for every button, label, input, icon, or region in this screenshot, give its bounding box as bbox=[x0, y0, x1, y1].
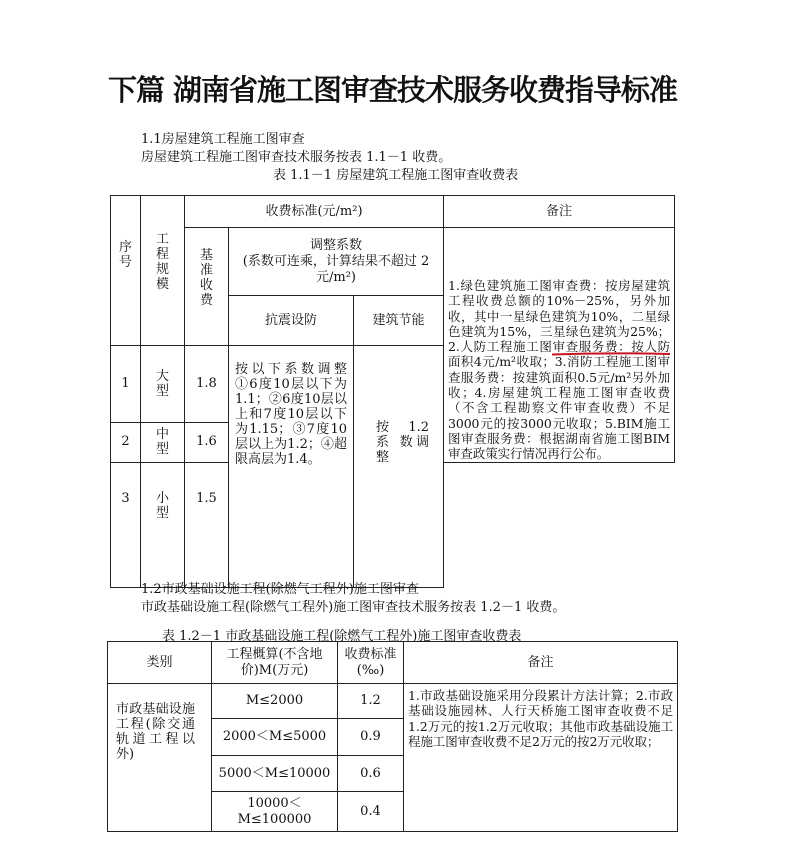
row-3-index: 3 bbox=[111, 462, 141, 587]
category-cell: 市政基础设施工程(除交通轨道工程以外) bbox=[108, 684, 212, 832]
row-1-index: 1 bbox=[111, 346, 141, 423]
section-2-intro: 市政基础设施工程(除燃气工程外)施工图审查技术服务按表 1.2－1 收费。 bbox=[141, 600, 566, 615]
header-energy: 建筑节能 bbox=[354, 296, 444, 346]
row-2-scale: 中型 bbox=[141, 422, 185, 462]
header-fee-standard: 收费标准(元/m²) bbox=[185, 196, 444, 228]
row-1-scale: 大型 bbox=[141, 346, 185, 423]
row-2-base: 1.6 bbox=[185, 422, 229, 462]
table-2-caption: 表 1.2－1 市政基础设施工程(除燃气工程外)施工图审查收费表 bbox=[162, 629, 522, 644]
range-row-1: M≤2000 bbox=[212, 684, 338, 719]
header-adjust bbox=[229, 228, 444, 296]
rate-row-2: 0.9 bbox=[338, 719, 404, 756]
rate-row-4: 0.4 bbox=[338, 792, 404, 832]
header-rate: 收费标准(‰) bbox=[338, 642, 404, 684]
row-3-scale: 小型 bbox=[141, 462, 185, 587]
seismic-text: 按以下系数调整①6度10层以下为1.1；②6度10层以上和7度10层以下为1.15；③7度10层以上为1.2；④超限高层为1.4。 bbox=[229, 346, 354, 588]
remarks-cell: 1.绿色建筑施工图审查费：按房屋建筑工程收费总额的10%－25%，另外加收，其中一星绿色建筑为10%，二星绿色建筑为15%，三星绿色建筑为25%；2.人防工程施工图审查服务费：按人防面积4元/m²收取；3.消防工程施工图审查服务费：按建筑面积0.5元/m²另外加收；4.房屋建筑工程施工图审查收费（不含工程勘察文件审查收费）不足3000元的按3000元收取；5.BIM施工图审查服务费：根据湖南省施工图BIM审查政策实行情况再行公布。 bbox=[444, 228, 675, 463]
fee-table-2 bbox=[107, 641, 678, 832]
fee-table-1 bbox=[110, 195, 675, 588]
rate-row-3: 0.6 bbox=[338, 756, 404, 792]
row-3-base: 1.5 bbox=[185, 462, 229, 587]
section-1-intro: 房屋建筑工程施工图审查技术服务按表 1.1－1 收费。 bbox=[141, 150, 452, 165]
header-budget: 工程概算(不含地价)M(万元) bbox=[212, 642, 338, 684]
adjust-title: 调整系数 bbox=[309, 237, 362, 253]
remarks-cell-2: 1.市政基础设施采用分段累计方法计算；2.市政基础设施园林、人行天桥施工图审查收费不足1.2万元的按1.2万元收取；其他市政基础设施工程施工图审查收费不足2万元的按2万元收取； bbox=[404, 684, 678, 832]
range-row-2: 2000＜M≤5000 bbox=[212, 719, 338, 756]
adjust-note: (系数可连乘，计算结果不超过 2 元/m²) bbox=[242, 253, 430, 285]
rate-row-1: 1.2 bbox=[338, 684, 404, 719]
header-index: 序号 bbox=[111, 196, 141, 346]
header-base-fee: 基准收费 bbox=[185, 228, 229, 346]
header-scale: 工程规模 bbox=[141, 196, 185, 346]
energy-text: 按 1.2 系 数调整 bbox=[354, 346, 444, 588]
section-1-heading: 1.1房屋建筑工程施工图审查 bbox=[141, 132, 305, 147]
range-row-3: 5000＜M≤10000 bbox=[212, 756, 338, 792]
red-underline-stroke bbox=[552, 353, 670, 354]
table-1-caption: 表 1.1－1 房屋建筑工程施工图审查收费表 bbox=[273, 168, 519, 183]
header-remarks-2: 备注 bbox=[404, 642, 678, 684]
range-row-4: 10000＜M≤100000 bbox=[212, 792, 338, 832]
section-2-heading: 1.2市政基础设施工程(除燃气工程外)施工图审查 bbox=[141, 582, 419, 597]
document-title: 下篇 湖南省施工图审查技术服务收费指导标准 bbox=[107, 73, 678, 107]
header-seismic: 抗震设防 bbox=[229, 296, 354, 346]
row-1-base: 1.8 bbox=[185, 346, 229, 423]
header-category: 类别 bbox=[108, 642, 212, 684]
red-underline-annotation bbox=[552, 352, 670, 356]
row-2-index: 2 bbox=[111, 422, 141, 462]
header-remarks: 备注 bbox=[444, 196, 675, 228]
